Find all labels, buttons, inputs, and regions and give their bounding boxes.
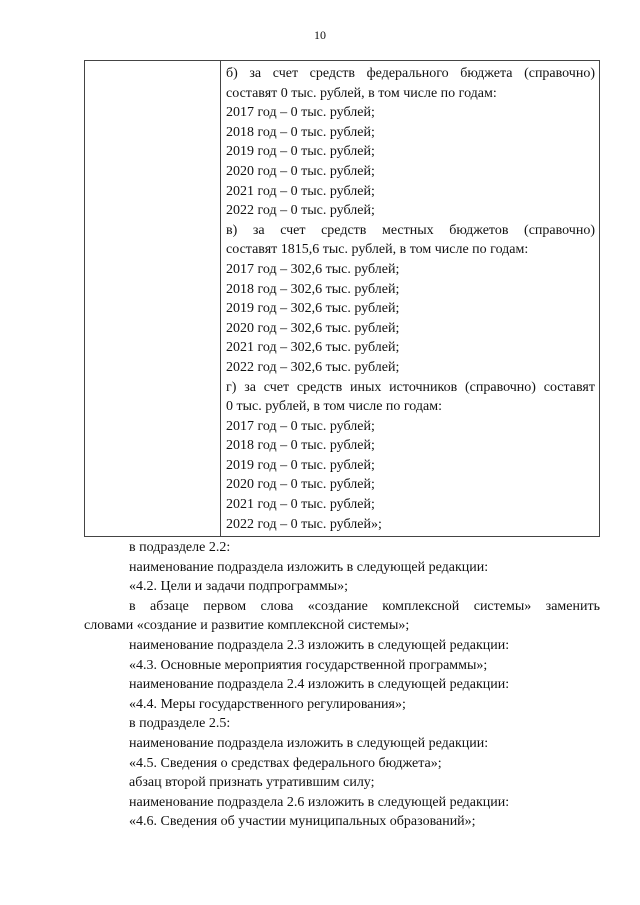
body-line: «4.6. Сведения об участии муниципальных образований»;	[129, 814, 476, 830]
body-line: «4.5. Сведения о средствах федерального бюджета»;	[129, 755, 442, 771]
local-year-line: 2020 год – 302,6 тыс. рублей;	[226, 320, 400, 336]
body-line: в подразделе 2.5:	[129, 716, 231, 732]
body-line: «4.2. Цели и задачи подпрограммы»;	[129, 579, 349, 595]
funding-details-cell	[226, 64, 595, 534]
body-line: наименование подраздела изложить в следующей редакции:	[129, 735, 489, 751]
column-divider	[220, 61, 221, 536]
other-year-line: 2017 год – 0 тыс. рублей;	[226, 418, 375, 434]
body-paragraph: в абзаце первом слова «создание комплексной системы» заменить	[129, 598, 600, 614]
local-year-line: 2019 год – 302,6 тыс. рублей;	[226, 301, 400, 317]
federal-year-line: 2021 год – 0 тыс. рублей;	[226, 183, 375, 199]
body-line: наименование подраздела 2.3 изложить в следующей редакции:	[129, 637, 510, 653]
body-line: «4.4. Меры государственного регулирования»;	[129, 696, 406, 712]
federal-year-line: 2018 год – 0 тыс. рублей;	[226, 124, 375, 140]
local-year-line: 2021 год – 302,6 тыс. рублей;	[226, 340, 400, 356]
local-year-line: 2022 год – 302,6 тыс. рублей;	[226, 359, 400, 375]
federal-year-line: 2020 год – 0 тыс. рублей;	[226, 163, 375, 179]
local-budget-intro: в) за счет средств местных бюджетов (справочно) составят 1815,6 тыс. рублей, в том числе по годам:	[226, 222, 595, 258]
other-year-line: 2022 год – 0 тыс. рублей»;	[226, 516, 382, 532]
body-line: абзац второй признать утратившим силу;	[129, 775, 375, 791]
federal-year-line: 2019 год – 0 тыс. рублей;	[226, 144, 375, 160]
body-paragraph-continuation: словами «создание и развитие комплексной системы»;	[84, 618, 410, 634]
other-sources-intro: г) за счет средств иных источников (справочно) составят 0 тыс. рублей, в том числе по годам:	[226, 379, 595, 415]
amendment-text	[84, 538, 600, 832]
other-year-line: 2019 год – 0 тыс. рублей;	[226, 457, 375, 473]
other-year-line: 2021 год – 0 тыс. рублей;	[226, 497, 375, 513]
body-line: в подразделе 2.2:	[129, 540, 231, 555]
page-number: 10	[314, 28, 326, 42]
body-line: наименование подраздела 2.4 изложить в следующей редакции:	[129, 677, 510, 693]
other-year-line: 2018 год – 0 тыс. рублей;	[226, 438, 375, 454]
federal-year-line: 2017 год – 0 тыс. рублей;	[226, 105, 375, 121]
local-year-line: 2018 год – 302,6 тыс. рублей;	[226, 281, 400, 297]
body-line: наименование подраздела изложить в следующей редакции:	[129, 559, 489, 575]
body-line: «4.3. Основные мероприятия государственной программы»;	[129, 657, 488, 673]
federal-budget-intro: б) за счет средств федерального бюджета (справочно) составят 0 тыс. рублей, в том числе по годам:	[226, 66, 595, 101]
body-line: наименование подраздела 2.6 изложить в следующей редакции:	[129, 794, 510, 810]
funding-table	[84, 60, 600, 537]
local-year-line: 2017 год – 302,6 тыс. рублей;	[226, 261, 400, 277]
other-year-line: 2020 год – 0 тыс. рублей;	[226, 477, 375, 493]
federal-year-line: 2022 год – 0 тыс. рублей;	[226, 203, 375, 219]
